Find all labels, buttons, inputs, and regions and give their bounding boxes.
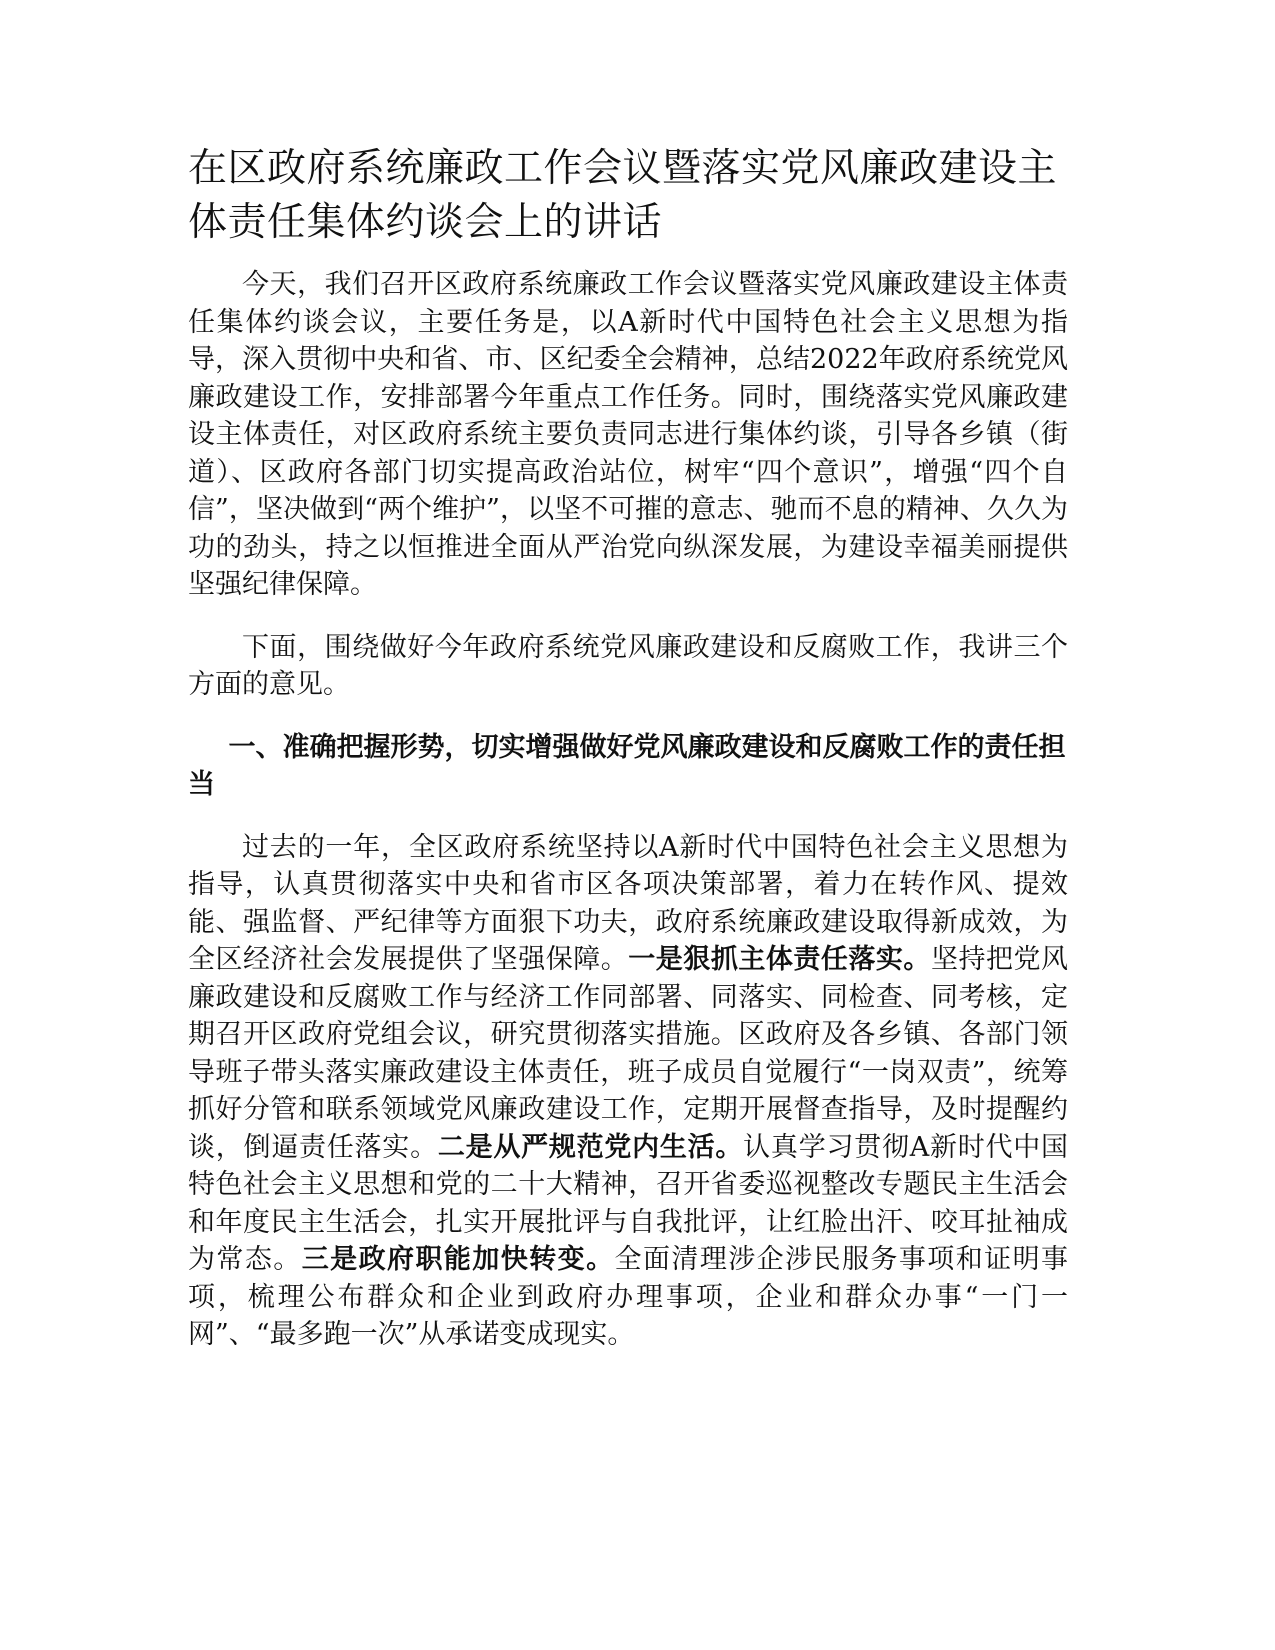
point-2-title: 二是从严规范党内生活。 [437,1131,744,1163]
section-1-intro: 过去的一年，全区政府系统坚持以A新时代中国特色社会主义思想为指导，认真贯彻落实中央和省市区各项决策部署，着力在转作风、提效能、强监督、严纪律等方面狠下功夫，政府系统廉政建设取得新成效，为全区经济社会发展提供了坚强保障。 [188,831,1068,975]
point-2-text: 认真学习贯彻A新时代中国特色社会主义思想和党的二十大精神，召开省委巡视整改专题民主生活会和年度民主生活会，扎实开展批评与自我批评，让红脸出汗、咬耳扯袖成为常态。 [188,1131,1069,1275]
point-1-title: 一是狠抓主体责任落实。 [628,944,931,975]
opening-paragraph: 今天，我们召开区政府系统廉政工作会议暨落实党风廉政建设主体责任集体约谈会议，主要任务是，以A新时代中国特色社会主义思想为指导，深入贯彻中央和省、市、区纪委全会精神，总结2022年政府系统党风廉政建设工作，安排部署今年重点工作任务。同时，围绕落实党风廉政建设主体责任，对区政府系统主要负责同志进行集体约谈，引导各乡镇（街道）、区政府各部门切实提高政治站位，树牢“四个意识”，增强“四个自信”，坚决做到“两个维护”，以坚不可摧的意志、驰而不息的精神、久久为功的劲头，持之以恒推进全面从严治党向纵深发展，为建设幸福美丽提供坚强纪律保障。 [188,269,1068,600]
section-1-body [188,829,1068,1354]
document-title: 在区政府系统廉政工作会议暨落实党风廉政建设主体责任集体约谈会上的讲话 [188,146,1058,245]
document-content [188,142,1068,1379]
outline-paragraph: 下面，围绕做好今年政府系统党风廉政建设和反腐败工作，我讲三个方面的意见。 [188,631,1068,700]
point-3-text: 全面清理涉企涉民服务事项和证明事项，梳理公布群众和企业到政府办理事项，企业和群众办事“一门一网”、“最多跑一次”从承诺变成现实。 [188,1244,1069,1350]
point-1-text: 坚持把党风廉政建设和反腐败工作与经济工作同部署、同落实、同检查、同考核，定期召开区政府党组会议，研究贯彻落实措施。区政府及各乡镇、各部门领导班子带头落实廉政建设主体责任，班子成员自觉履行“一岗双责”，统筹抓好分管和联系领域党风廉政建设工作，定期开展督查指导，及时提醒约谈，倒逼责任落实。 [188,944,1069,1163]
point-3-title: 三是政府职能加快转变。 [301,1244,615,1275]
section-1-heading: 一、准确把握形势，切实增强做好党风廉政建设和反腐败工作的责任担当 [188,731,1066,800]
